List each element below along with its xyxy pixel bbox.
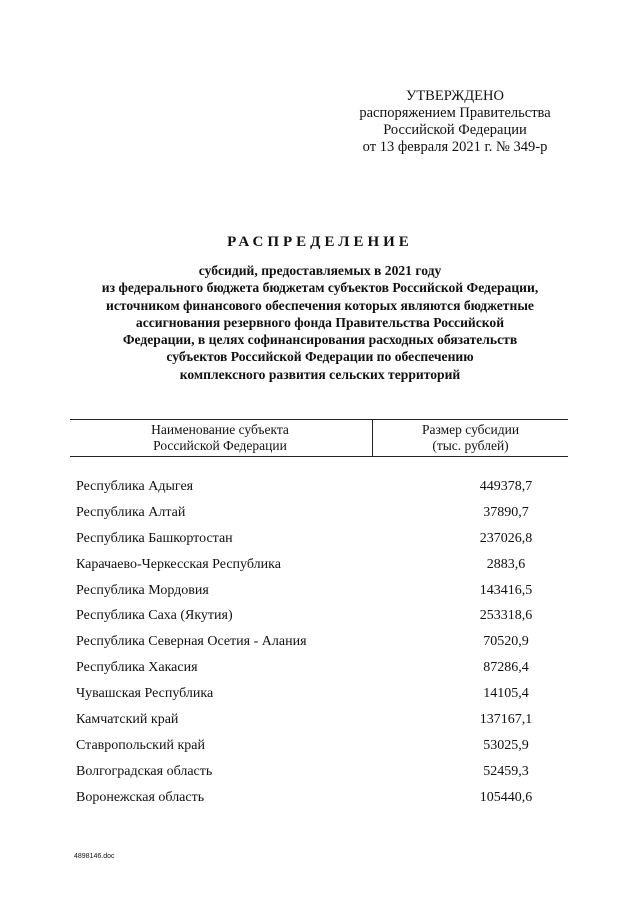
subsidy-amount: 14105,4 [483,686,529,702]
document-subtitle [60,262,580,383]
subsidy-amount: 37890,7 [483,504,529,520]
table-row [76,478,566,504]
table-row [76,633,566,659]
subject-name: Республика Адыгея [76,479,194,494]
subsidy-amount: 143416,5 [479,582,533,598]
table-row [76,582,566,608]
subtitle-line: субсидий, предоставляемых в 2021 году [198,263,442,278]
subsidy-amount: 70520,9 [483,634,529,650]
subsidy-amount: 2883,6 [486,556,526,572]
subject-name: Республика Алтай [76,504,186,520]
subject-name: Республика Северная Осетия - Алания [76,634,307,650]
table-row [76,659,566,685]
subject-name: Чувашская Республика [76,686,214,702]
subsidy-amount: 449378,7 [479,479,533,494]
footer-document-code: 4898146.doc [74,853,115,860]
subtitle-line: из федерального бюджета бюджетам субъектов Российской Федерации, [101,280,539,296]
table-row [76,607,566,633]
table-row [76,685,566,711]
subject-name: Волгоградская область [76,763,213,779]
subsidy-amount: 105440,6 [479,789,533,805]
subtitle-line: источником финансового обеспечения которых являются бюджетные [106,297,534,313]
table-row [76,763,566,789]
subject-name: Камчатский край [76,712,179,728]
approval-heading: УТВЕРЖДЕНО [406,88,504,104]
subsidy-amount: 87286,4 [483,660,529,676]
header-subsidy-amount-line: Размер субсидии [421,422,520,437]
header-subsidy-amount [373,422,568,454]
table-row [76,530,566,556]
approval-stamp [330,88,580,156]
table-row [76,556,566,582]
approval-line: распоряжением Правительства [359,105,551,121]
subject-name: Республика Мордовия [76,582,209,598]
subject-name: Республика Башкортостан [76,530,233,546]
approval-date: от 13 февраля 2021 г. № 349-р [362,139,548,155]
header-subject-name-line: Наименование субъекта [151,422,289,437]
subsidy-amount: 52459,3 [483,763,529,779]
document-title: РАСПРЕДЕЛЕНИЕ [227,234,413,250]
header-subsidy-amount-line: (тыс. рублей) [432,438,509,453]
subtitle-line: ассигнования резервного фонда Правительства Российской [135,314,505,330]
subtitle-line: субъектов Российской Федерации по обеспечению [166,349,474,365]
table-body [76,478,566,815]
subsidy-amount: 53025,9 [483,737,529,753]
table-row [76,711,566,737]
table-row [76,504,566,530]
header-subject-name [70,422,370,454]
subtitle-line: комплексного развития сельских территорий [179,366,461,382]
table-header [70,419,568,457]
subject-name: Воронежская область [76,789,205,805]
subject-name: Ставропольский край [76,737,205,753]
header-subject-name-line: Российской Федерации [153,438,287,453]
subtitle-line: Федерации, в целях софинансирования расходных обязательств [122,332,518,348]
subsidy-amount: 253318,6 [479,608,533,624]
table-row [76,737,566,763]
subject-name: Карачаево-Черкесская Республика [76,556,281,572]
subject-name: Республика Саха (Якутия) [76,608,233,624]
table-row [76,789,566,815]
subject-name: Республика Хакасия [76,660,198,676]
approval-line: Российской Федерации [383,122,527,138]
subsidy-amount: 237026,8 [479,530,533,546]
subsidy-amount: 137167,1 [479,712,533,728]
